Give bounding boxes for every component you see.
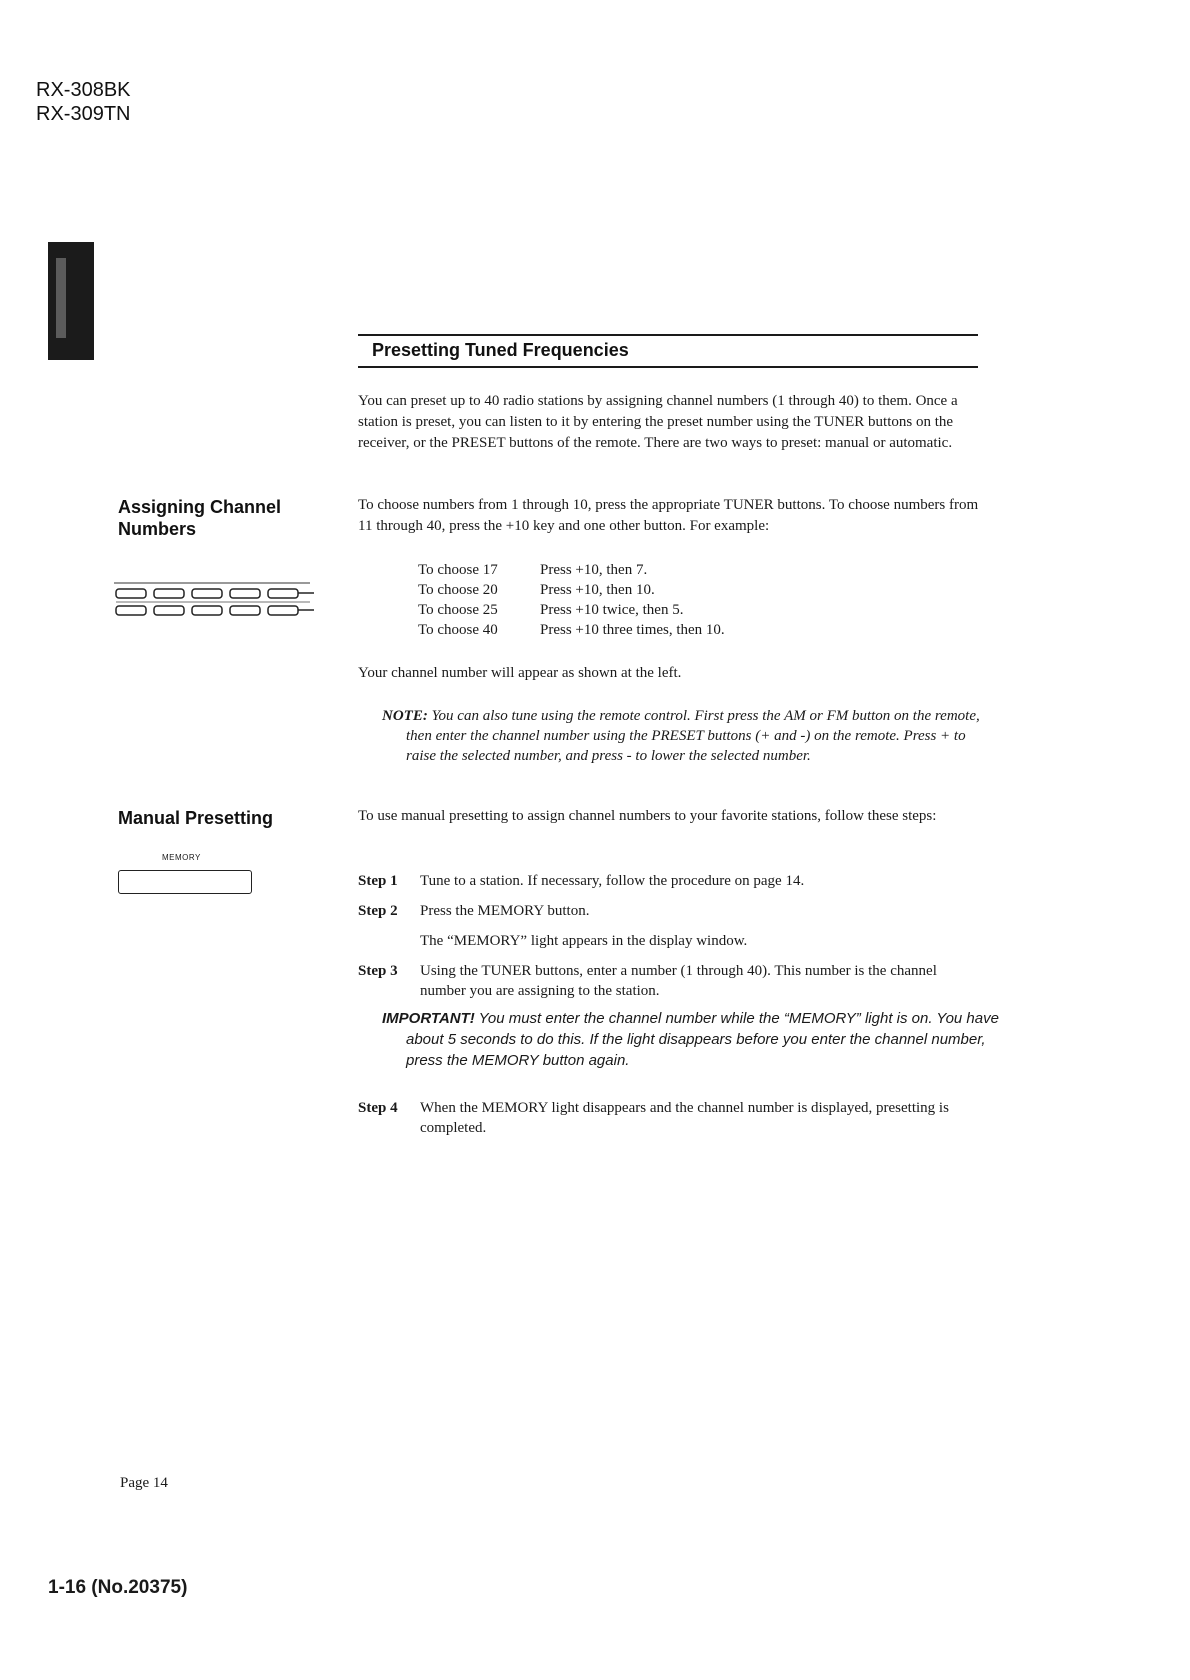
document-code: 1-16 (No.20375): [48, 1577, 188, 1598]
step-label: Step 3: [358, 963, 398, 979]
example-table: [418, 560, 725, 640]
example-choose: To choose 25: [418, 602, 498, 618]
assigning-text: To choose numbers from 1 through 10, press the appropriate TUNER buttons. To choose numbers from 11 through 40, press the +10 key and one other button. For example:: [358, 497, 979, 534]
intro-paragraph: You can preset up to 40 radio stations by assigning channel numbers (1 through 40) to them. Once a station is preset, you can listen to it by entering the preset number using the TUNER buttons on the receiver, or the PRESET buttons of the remote. There are two ways to preset: manual or automatic.: [358, 393, 958, 451]
page-number: Page 14: [120, 1475, 168, 1491]
example-choose: To choose 40: [418, 622, 498, 638]
index-tab-mark: [56, 258, 66, 338]
step-text: Press the MEMORY button.: [420, 903, 590, 919]
example-press: Press +10 twice, then 5.: [540, 602, 684, 618]
note-paragraph: [382, 706, 996, 766]
tuner-buttons-illustration: [114, 578, 320, 620]
example-row: [418, 620, 725, 640]
model-name-2: RX-309TN: [36, 103, 131, 125]
step-label: Step 4: [358, 1100, 398, 1116]
example-choose: To choose 17: [418, 562, 498, 578]
model-name-1: RX-308BK: [36, 79, 131, 101]
note-label: NOTE:: [382, 708, 428, 724]
important-label: IMPORTANT!: [382, 1010, 475, 1027]
note-text: You can also tune using the remote control. First press the AM or FM button on the remote, then enter the channel number using the PRESET buttons (+ and -) on the remote. Press + to raise the selected number, and press - to lower the selected number.: [406, 708, 980, 764]
channel-display-text: Your channel number will appear as shown at the left.: [358, 665, 682, 681]
manual-intro: To use manual presetting to assign channel numbers to your favorite stations, follow these steps:: [358, 808, 937, 824]
assigning-heading-line-2: Numbers: [118, 519, 197, 539]
example-press: Press +10, then 10.: [540, 582, 655, 598]
example-row: [418, 560, 725, 580]
memory-display-label: MEMORY: [162, 853, 201, 862]
example-press: Press +10 three times, then 10.: [540, 622, 725, 638]
index-tab: [48, 242, 94, 360]
example-press: Press +10, then 7.: [540, 562, 648, 578]
title-top-rule: [358, 334, 978, 336]
memory-display-window: [118, 870, 252, 894]
example-row: [418, 580, 725, 600]
assigning-heading: [118, 496, 281, 540]
example-row: [418, 600, 725, 620]
step-text: When the MEMORY light disappears and the channel number is displayed, presetting is completed.: [420, 1100, 949, 1136]
step-3: [358, 961, 980, 1001]
section-title: Presetting Tuned Frequencies: [372, 340, 629, 360]
title-bottom-rule: [358, 366, 978, 368]
step-label: Step 1: [358, 873, 398, 889]
step-text: Using the TUNER buttons, enter a number (1 through 40). This number is the channel number you are assigning to the station.: [420, 963, 937, 999]
step-2-result: The “MEMORY” light appears in the display window.: [420, 933, 748, 949]
step-2: [358, 901, 980, 921]
assigning-heading-line-1: Assigning Channel: [118, 497, 282, 517]
example-choose: To choose 20: [418, 582, 498, 598]
step-1: [358, 871, 980, 891]
step-4: [358, 1098, 980, 1138]
step-text: Tune to a station. If necessary, follow the procedure on page 14.: [420, 873, 805, 889]
manual-heading: Manual Presetting: [118, 808, 274, 828]
step-label: Step 2: [358, 903, 398, 919]
important-paragraph: [382, 1008, 1002, 1071]
important-text: You must enter the channel number while the “MEMORY” light is on. You have about 5 seconds to do this. If the light disappears before you enter the channel number, press the MEMORY button again.: [406, 1010, 999, 1069]
